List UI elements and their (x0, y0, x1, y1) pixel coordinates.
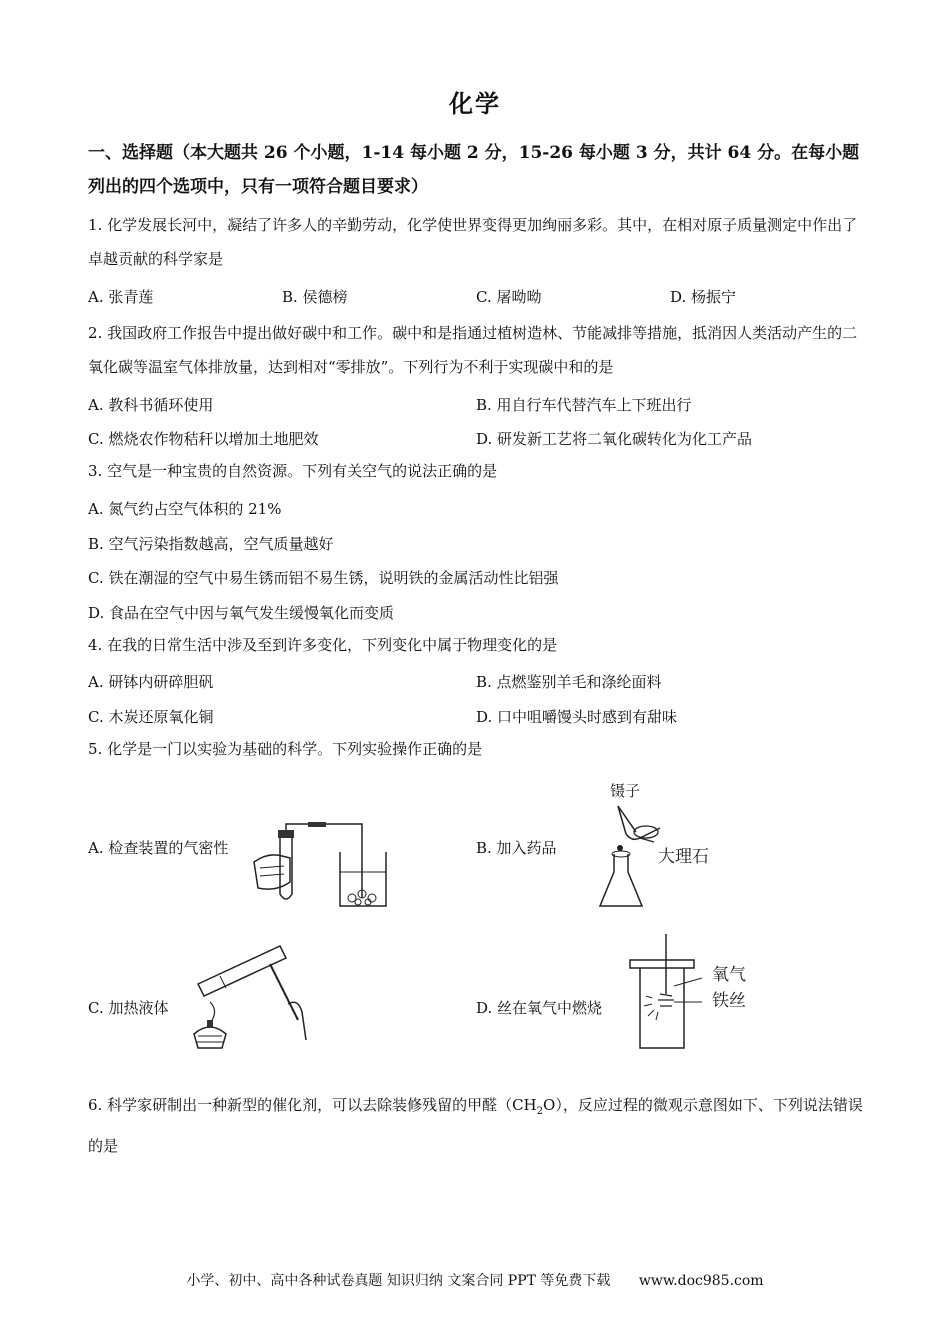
question-6-stem (88, 1088, 868, 1163)
q6-subscript: 2 (536, 1106, 544, 1117)
q2-option-a: A. 教科书循环使用 (88, 396, 214, 414)
heat-liquid-figure (190, 940, 320, 1052)
q5-option-a: A. 检查装置的气密性 (88, 839, 229, 857)
q5-option-c: C. 加热液体 (88, 999, 169, 1017)
question-4-stem: 4. 在我的日常生活中涉及至到许多变化，下列变化中属于物理变化的是 (88, 636, 558, 654)
airtightness-check-figure (248, 822, 398, 912)
q3-option-c: C. 铁在潮湿的空气中易生锈而铝不易生锈，说明铁的金属活动性比铝强 (88, 569, 559, 587)
q2-option-d: D. 研发新工艺将二氧化碳转化为化工产品 (476, 430, 753, 448)
q1-option-c: C. 屠呦呦 (476, 288, 542, 306)
iron-wire-label: 铁丝 (712, 991, 746, 1011)
page-footer (0, 1270, 950, 1290)
q3-option-b: B. 空气污染指数越高，空气质量越好 (88, 535, 334, 553)
q3-option-d: D. 食品在空气中因与氧气发生缓慢氧化而变质 (88, 604, 395, 622)
q1-option-b: B. 侯德榜 (282, 288, 348, 306)
iron-burning-figure (626, 934, 766, 1052)
question-5-stem: 5. 化学是一门以实验为基础的科学。下列实验操作正确的是 (88, 740, 483, 758)
q1-option-d: D. 杨振宁 (670, 288, 737, 306)
question-1-stem: 1. 化学发展长河中，凝结了许多人的辛勤劳动，化学使世界变得更加绚丽多彩。其中，在相对原子质量测定中作出了卓越贡献的科学家是 (88, 216, 858, 268)
tweezers-label: 镊子 (610, 782, 641, 800)
q5-option-d: D. 丝在氧气中燃烧 (476, 999, 603, 1017)
q2-option-b: B. 用自行车代替汽车上下班出行 (476, 396, 692, 414)
q4-option-b: B. 点燃鉴别羊毛和涤纶面料 (476, 673, 662, 691)
q2-option-c: C. 燃烧农作物秸秆以增加土地肥效 (88, 430, 319, 448)
footer-text: 小学、初中、高中各种试卷真题 知识归纳 文案合同 PPT 等免费下载 (186, 1273, 611, 1289)
q6-stem-pre: 6. 科学家研制出一种新型的催化剂，可以去除装修残留的甲醛（CH (88, 1096, 537, 1114)
question-2-stem: 2. 我国政府工作报告中提出做好碳中和工作。碳中和是指通过植树造林、节能减排等措施，抵消因人类活动产生的二氧化碳等温室气体排放量，达到相对“零排放”。下列行为不利于实现碳中和的是 (88, 324, 858, 376)
q4-option-d: D. 口中咀嚼馒头时感到有甜味 (476, 708, 678, 726)
q6-stem-post: O），反应过程的微观示意图如下、下列说法错误的是 (88, 1096, 863, 1155)
question-3-stem: 3. 空气是一种宝贵的自然资源。下列有关空气的说法正确的是 (88, 462, 498, 480)
marble-label: 大理石 (658, 847, 709, 867)
q4-option-a: A. 研钵内研碎胆矾 (88, 673, 214, 691)
add-reagent-figure (596, 776, 746, 912)
oxygen-label: 氧气 (712, 965, 746, 985)
q1-option-a: A. 张青莲 (88, 288, 154, 306)
q5-option-b: B. 加入药品 (476, 839, 557, 857)
q3-option-a: A. 氮气约占空气体积的 21% (88, 500, 282, 518)
section-heading: 一、选择题（本大题共 26 个小题，1-14 每小题 2 分，15-26 每小题 3 分，共计 64 分。在每小题列出的四个选项中，只有一项符合题目要求） (88, 143, 860, 197)
q4-option-c: C. 木炭还原氧化铜 (88, 708, 214, 726)
footer-url[interactable]: www.doc985.com (638, 1273, 764, 1289)
page-title: 化学 (449, 89, 501, 118)
